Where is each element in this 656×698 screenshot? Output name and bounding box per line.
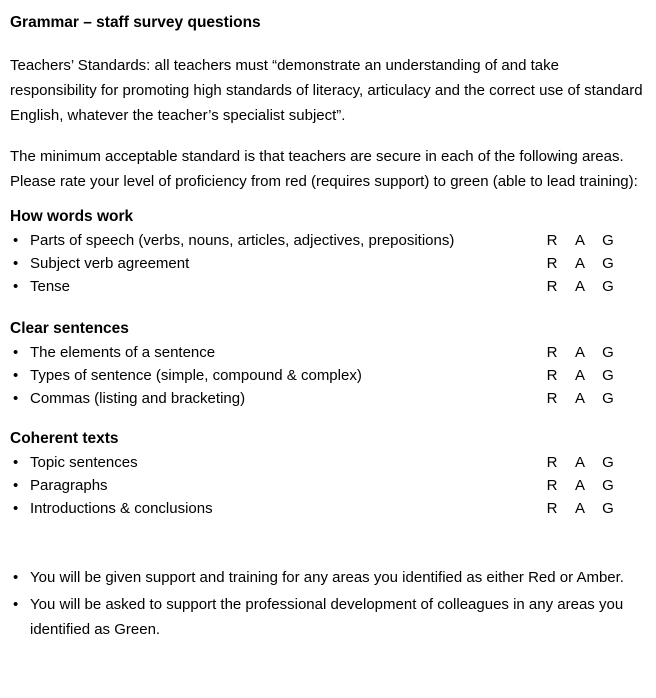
bullet-icon xyxy=(10,565,30,590)
bullet-icon xyxy=(10,229,30,252)
rag-option-red: R xyxy=(546,232,558,249)
survey-item-row xyxy=(10,497,622,520)
rag-option-red: R xyxy=(546,255,558,272)
survey-item-label: The elements of a sentence xyxy=(30,344,216,361)
rag-option-green: G xyxy=(602,278,614,295)
survey-item-label: Types of sentence (simple, compound & complex) xyxy=(30,367,362,384)
rag-rating-group xyxy=(538,364,622,387)
rag-option-amber: A xyxy=(574,500,585,517)
rag-option-green: G xyxy=(602,232,614,249)
rag-option-green: G xyxy=(602,477,614,494)
survey-item-row xyxy=(10,474,622,497)
footer-note-text: You will be asked to support the professional development of colleagues in any areas you identified as Green. xyxy=(30,596,624,638)
page-title: Grammar – staff survey questions xyxy=(10,14,261,31)
rag-option-amber: A xyxy=(574,390,585,407)
survey-item-row xyxy=(10,275,622,298)
rag-option-amber: A xyxy=(574,232,585,249)
bullet-icon xyxy=(10,275,30,298)
bullet-icon xyxy=(10,497,30,520)
rag-option-green: G xyxy=(602,500,614,517)
bullet-icon xyxy=(10,451,30,474)
rag-rating-group xyxy=(538,387,622,410)
rag-rating-group xyxy=(538,497,622,520)
bullet-icon xyxy=(10,474,30,497)
rag-option-amber: A xyxy=(574,454,585,471)
bullet-icon xyxy=(10,341,30,364)
survey-item-row xyxy=(10,252,622,275)
intro-paragraph-instructions: The minimum acceptable standard is that teachers are secure in each of the following areas. Please rate your level of proficiency from red (requires support) to green (able to lead training): xyxy=(10,148,638,190)
footer-note-text: You will be given support and training for any areas you identified as either Red or Amber. xyxy=(30,569,624,586)
section-heading: Coherent texts xyxy=(10,430,119,447)
intro-paragraph-standards: Teachers’ Standards: all teachers must “demonstrate an understanding of and take responsibility for promoting high standards of literacy, articulacy and the correct use of standard English, whatever the teacher’s specialist subject”. xyxy=(10,57,643,124)
section-coherent-texts xyxy=(10,427,644,520)
rag-option-amber: A xyxy=(574,255,585,272)
section-heading: How words work xyxy=(10,208,134,225)
rag-rating-group xyxy=(538,451,622,474)
survey-item-row xyxy=(10,364,622,387)
footer-note-row xyxy=(10,565,640,590)
rag-option-red: R xyxy=(546,454,558,471)
bullet-icon xyxy=(10,252,30,275)
bullet-icon xyxy=(10,364,30,387)
survey-item-row xyxy=(10,341,622,364)
survey-item-label: Tense xyxy=(30,278,71,295)
rag-option-red: R xyxy=(546,344,558,361)
survey-item-label: Parts of speech (verbs, nouns, articles, adjectives, prepositions) xyxy=(30,232,455,249)
rag-option-red: R xyxy=(546,278,558,295)
bullet-icon xyxy=(10,592,30,617)
rag-option-amber: A xyxy=(574,367,585,384)
survey-item-row xyxy=(10,229,622,252)
section-how-words-work xyxy=(10,205,644,298)
rag-option-green: G xyxy=(602,255,614,272)
bullet-icon xyxy=(10,387,30,410)
rag-rating-group xyxy=(538,229,622,252)
footer-note-row xyxy=(10,592,640,642)
survey-item-label: Introductions & conclusions xyxy=(30,500,213,517)
survey-item-row xyxy=(10,451,622,474)
survey-item-label: Subject verb agreement xyxy=(30,255,190,272)
rag-option-amber: A xyxy=(574,344,585,361)
rag-option-red: R xyxy=(546,367,558,384)
survey-item-label: Topic sentences xyxy=(30,454,138,471)
rag-option-amber: A xyxy=(574,278,585,295)
rag-option-green: G xyxy=(602,390,614,407)
survey-item-label: Paragraphs xyxy=(30,477,108,494)
rag-option-red: R xyxy=(546,477,558,494)
rag-option-green: G xyxy=(602,344,614,361)
survey-item-label: Commas (listing and bracketing) xyxy=(30,390,246,407)
survey-item-row xyxy=(10,387,622,410)
rag-rating-group xyxy=(538,341,622,364)
rag-option-red: R xyxy=(546,500,558,517)
rag-rating-group xyxy=(538,275,622,298)
rag-rating-group xyxy=(538,252,622,275)
section-clear-sentences xyxy=(10,317,644,410)
rag-option-green: G xyxy=(602,367,614,384)
section-heading: Clear sentences xyxy=(10,320,129,337)
rag-option-red: R xyxy=(546,390,558,407)
rag-option-green: G xyxy=(602,454,614,471)
rag-rating-group xyxy=(538,474,622,497)
footer-notes xyxy=(10,565,644,642)
rag-option-amber: A xyxy=(574,477,585,494)
